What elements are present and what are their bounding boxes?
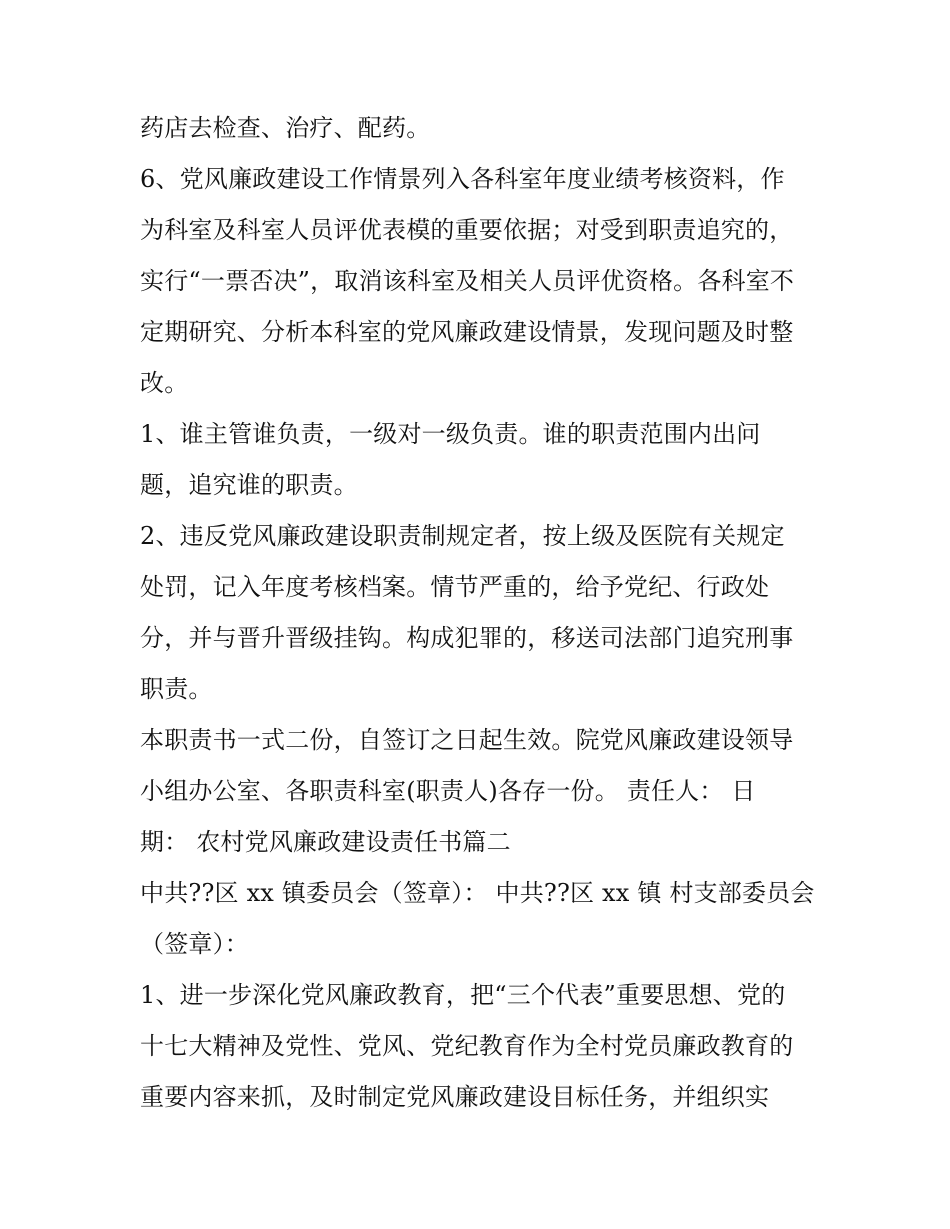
text-line: 本职责书一式二份，自签订之日起生效。院党风廉政建设领导: [140, 726, 794, 754]
text-line: 十七大精神及党性、党风、党纪教育作为全村党员廉政教育的: [140, 1032, 794, 1060]
text-line: 6、党风廉政建设工作情景列入各科室年度业绩考核资料，作: [140, 165, 785, 193]
text-line: 期： 农村党风廉政建设责任书篇二: [140, 828, 511, 856]
text-line: 题，追究谁的职责。: [140, 471, 358, 499]
text-line: 小组办公室、各职责科室(职责人)各存一份。 责任人： 日: [140, 777, 756, 805]
text-line: 定期研究、分析本科室的党风廉政建设情景，发现问题及时整: [140, 318, 794, 346]
text-line: 实行“一票否决”，取消该科室及相关人员评优资格。各科室不: [140, 267, 795, 295]
text-line: 2、违反党风廉政建设职责制规定者，按上级及医院有关规定: [140, 522, 785, 550]
text-line: 1、进一步深化党风廉政教育，把“三个代表”重要思想、党的: [140, 981, 786, 1009]
text-line: 职责。: [140, 675, 213, 703]
text-line: 药店去检查、治疗、配药。: [140, 114, 431, 142]
text-line: 1、谁主管谁负责，一级对一级负责。谁的职责范围内出问: [140, 420, 761, 448]
text-line: 中共??区 xx 镇委员会（签章）： 中共??区 xx 镇 村支部委员会: [140, 879, 815, 907]
text-line: 重要内容来抓，及时制定党风廉政建设目标任务，并组织实: [140, 1083, 770, 1111]
text-line: 为科室及科室人员评优表模的重要依据；对受到职责追究的，: [140, 216, 794, 244]
text-line: 分，并与晋升晋级挂钩。构成犯罪的，移送司法部门追究刑事: [140, 624, 794, 652]
text-line: 处罚，记入年度考核档案。情节严重的，给予党纪、行政处: [140, 573, 770, 601]
text-line: （签章）：: [140, 930, 249, 958]
text-line: 改。: [140, 369, 189, 397]
